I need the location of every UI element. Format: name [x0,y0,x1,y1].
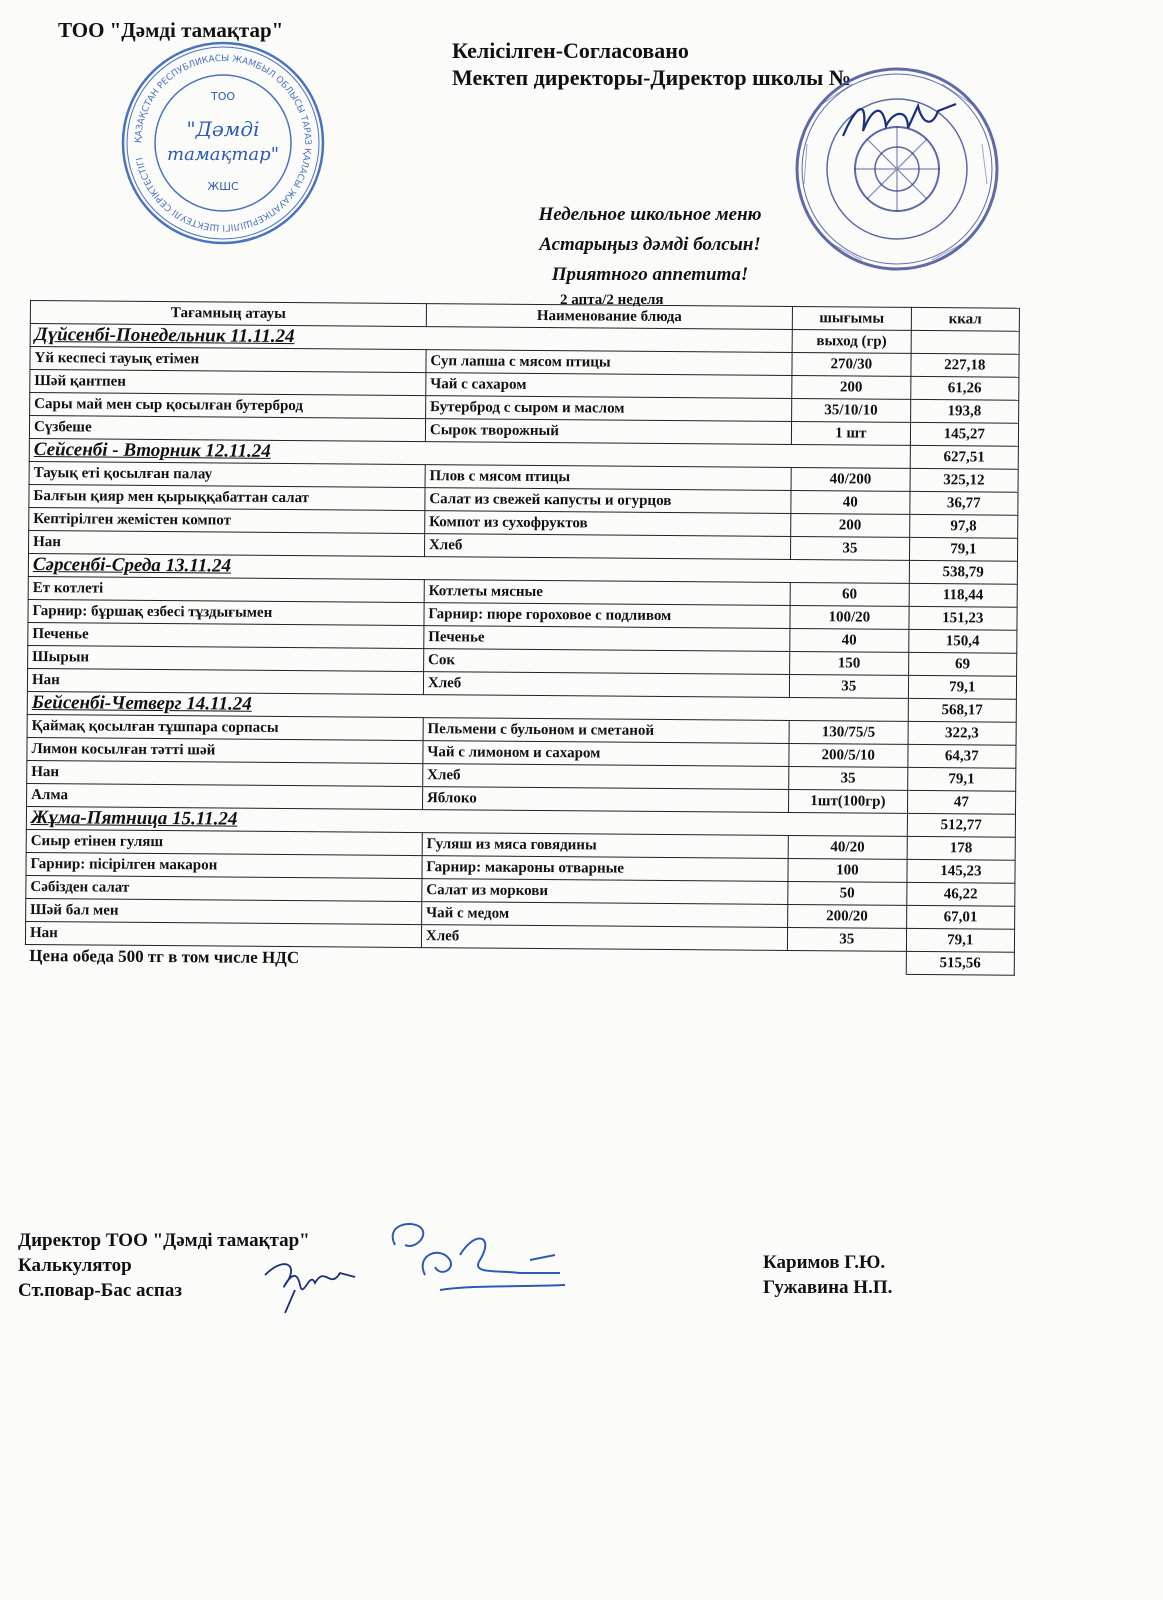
dish-kcal: 151,23 [909,606,1018,630]
dish-kcal: 193,8 [910,399,1019,423]
column-header-kcal: ккал [911,307,1020,331]
dish-kcal: 79,1 [908,675,1017,699]
menu-titles [470,200,830,290]
dish-name-kz: Сиыр етінен гуляш [26,829,422,855]
dish-name-kz: Балғын қияр мен қырыққабаттан салат [29,484,425,510]
dish-kcal: 97,8 [909,514,1018,538]
dish-name-ru: Сок [423,649,789,675]
dish-name-ru: Котлеты мясные [424,580,790,606]
dish-kcal: 178 [907,836,1016,860]
stamp-bottom-text: ЖШС [207,180,239,193]
director-signature [838,96,968,146]
dish-name-kz: Лимон косылған тәтті шәй [27,737,423,763]
column-header-output: шығымы [792,306,911,330]
dish-kcal: 36,77 [909,491,1018,515]
day-total-cell: 512,77 [907,813,1016,837]
stamp-name-2: тамақтар" [167,144,279,165]
dish-name-kz: Нан [25,921,421,947]
dish-name-ru: Хлеб [423,764,789,790]
dish-name-ru: Гарнир: макароны отварные [422,856,788,882]
dish-name-kz: Кептірілген жемістен компот [29,507,425,533]
name-director: Каримов Г.Ю. [763,1252,886,1273]
svg-text:ҚАЗАҚСТАН РЕСПУБЛИКАСЫ ЖАМБЫЛ [134,54,312,232]
dish-name-ru: Компот из сухофруктов [425,511,791,537]
dish-output: 200 [792,375,911,399]
dish-name-ru: Бутерброд с сыром и маслом [425,396,791,422]
dish-kcal: 79,1 [907,767,1016,791]
dish-kcal: 69 [908,652,1017,676]
dish-output: 270/30 [792,352,911,376]
dish-output: 1шт(100гр) [789,789,908,813]
weekly-menu-title: Недельное школьное меню [538,204,762,225]
dish-name-ru: Яблоко [422,787,788,813]
director-footer-signature [380,1215,580,1310]
dish-kcal: 79,1 [909,537,1018,561]
footer-names [763,1250,892,1300]
dish-output: 40/20 [788,835,907,859]
dish-output: 130/75/5 [789,720,908,744]
dish-output: 100/20 [790,605,909,629]
dish-output: 35 [789,766,908,790]
dish-name-kz: Печенье [28,622,424,648]
dish-name-kz: Шәй қантпен [30,370,426,396]
greeting-kz: Астарыңыз дәмді болсын! [539,234,761,255]
dish-name-kz: Нан [29,530,425,556]
dish-name-kz: Гарнир: пісірілген макарон [26,852,422,878]
menu-body [25,324,1019,976]
dish-output: 200 [791,513,910,537]
dish-output: 40 [791,490,910,514]
dish-name-ru: Салат из моркови [422,879,788,905]
dish-output: 200/20 [788,904,907,928]
dish-output: 40 [790,628,909,652]
dish-name-ru: Плов с мясом птицы [425,465,791,491]
day-total-cell [911,330,1020,354]
dish-name-kz: Ет котлеті [28,576,424,602]
day-total-cell: 538,79 [909,560,1018,584]
stamp-ring-text: ҚАЗАҚСТАН РЕСПУБЛИКАСЫ ЖАМБЫЛ ОБЛЫСЫ ТАРАЗ ҚАЛАСЫ ЖАУАПКЕРШІЛІГІ ШЕКТЕУЛІ СЕРІКТЕСТІГІ [133,53,313,233]
director-label: Мектеп директоры-Директор школы № [452,65,851,91]
dish-kcal: 322,3 [908,721,1017,745]
dish-output: 50 [788,881,907,905]
day-total-cell: 568,17 [908,698,1017,722]
stamp-top-text: ТОО [210,90,236,103]
dish-name-ru: Гарнир: пюре гороховое с подливом [424,603,790,629]
menu-table [25,300,1020,976]
stamp-name-1: "Дәмді [186,117,260,141]
price-label: Цена обеда 500 тг в том числе НДС [25,944,906,974]
dish-kcal: 325,12 [910,468,1019,492]
dish-output: 35 [789,674,908,698]
dish-name-ru: Сырок творожный [425,419,791,445]
dish-output: 35/10/10 [792,398,911,422]
company-stamp [118,38,328,248]
dish-name-ru: Пельмени с бульоном и сметаной [423,718,789,744]
dish-name-ru: Суп лапша с мясом птицы [426,350,792,376]
greeting-ru: Приятного аппетита! [551,264,749,285]
approved-label: Келісілген-Согласовано [452,38,689,63]
dish-name-kz: Гарнир: бұршақ езбесі тұздығымен [28,599,424,625]
column-header-ru: Наименование блюда [426,304,792,330]
dish-name-kz: Қаймақ қосылған тұшпара сорпасы [27,714,423,740]
day-name-cell: Сейсенбі - Вторник 12.11.24 [29,438,910,468]
dish-kcal: 64,37 [907,744,1016,768]
dish-name-ru: Чай с лимоном и сахаром [423,741,789,767]
dish-kcal: 145,23 [907,859,1016,883]
dish-output: 200/5/10 [789,743,908,767]
dish-kcal: 61,26 [910,376,1019,400]
dish-output: 35 [787,927,906,951]
dish-name-kz: Тауық еті қосылған палау [29,461,425,487]
dish-name-ru: Хлеб [423,672,789,698]
dish-name-kz: Сүзбеше [29,416,425,442]
role-director: Директор ТОО "Дәмді тамақтар" [18,1230,310,1251]
day-name-cell: Дүйсенбі-Понедельник 11.11.24 [30,324,792,353]
dish-kcal: 79,1 [906,928,1015,952]
dish-name-kz: Нан [27,760,423,786]
dish-name-ru: Хлеб [424,534,790,560]
calculator-signature [255,1255,365,1315]
day-total-cell: 627,51 [910,445,1019,469]
dish-kcal: 150,4 [908,629,1017,653]
dish-kcal: 227,18 [911,353,1020,377]
dish-name-ru: Печенье [424,626,790,652]
column-subheader-output: выход (гр) [792,329,911,353]
dish-kcal: 67,01 [906,905,1015,929]
day-name-cell: Бейсенбі-Четверг 14.11.24 [27,691,908,721]
dish-output: 1 шт [791,421,910,445]
day-name-cell: Жұма-Пятница 15.11.24 [26,806,907,836]
role-chef: Ст.повар-Бас аспаз [18,1280,183,1301]
dish-output: 150 [790,651,909,675]
dish-name-ru: Чай с медом [422,902,788,928]
dish-name-kz: Сәбізден салат [26,875,422,901]
week-label: 2 апта/2 неделя [560,292,664,308]
dish-kcal: 47 [907,790,1016,814]
column-header-kz: Тағамның атауы [30,301,426,327]
dish-name-kz: Шырын [28,645,424,671]
dish-output: 35 [791,536,910,560]
dish-name-ru: Чай с сахаром [426,373,792,399]
dish-output: 40/200 [791,467,910,491]
dish-name-ru: Салат из свежей капусты и огурцов [425,488,791,514]
dish-kcal: 145,27 [910,422,1019,446]
dish-kcal: 118,44 [909,583,1018,607]
name-chef: Гужавина Н.П. [763,1277,893,1298]
dish-kcal: 46,22 [906,882,1015,906]
dish-name-kz: Алма [27,783,423,809]
organization-name: ТОО "Дәмді тамақтар" [58,18,284,42]
dish-name-kz: Нан [27,668,423,694]
dish-output: 60 [790,582,909,606]
day-name-cell: Сәрсенбі-Среда 13.11.24 [28,553,909,583]
dish-name-kz: Шәй бал мен [26,898,422,924]
dish-name-ru: Хлеб [421,925,787,951]
dish-name-kz: Сары май мен сыр қосылған бутерброд [30,393,426,419]
dish-output: 100 [788,858,907,882]
price-total: 515,56 [906,951,1015,975]
role-calculator: Калькулятор [18,1255,132,1276]
dish-name-kz: Үй кеспесі тауық етімен [30,347,426,373]
dish-name-ru: Гуляш из мяса говядины [422,833,788,859]
